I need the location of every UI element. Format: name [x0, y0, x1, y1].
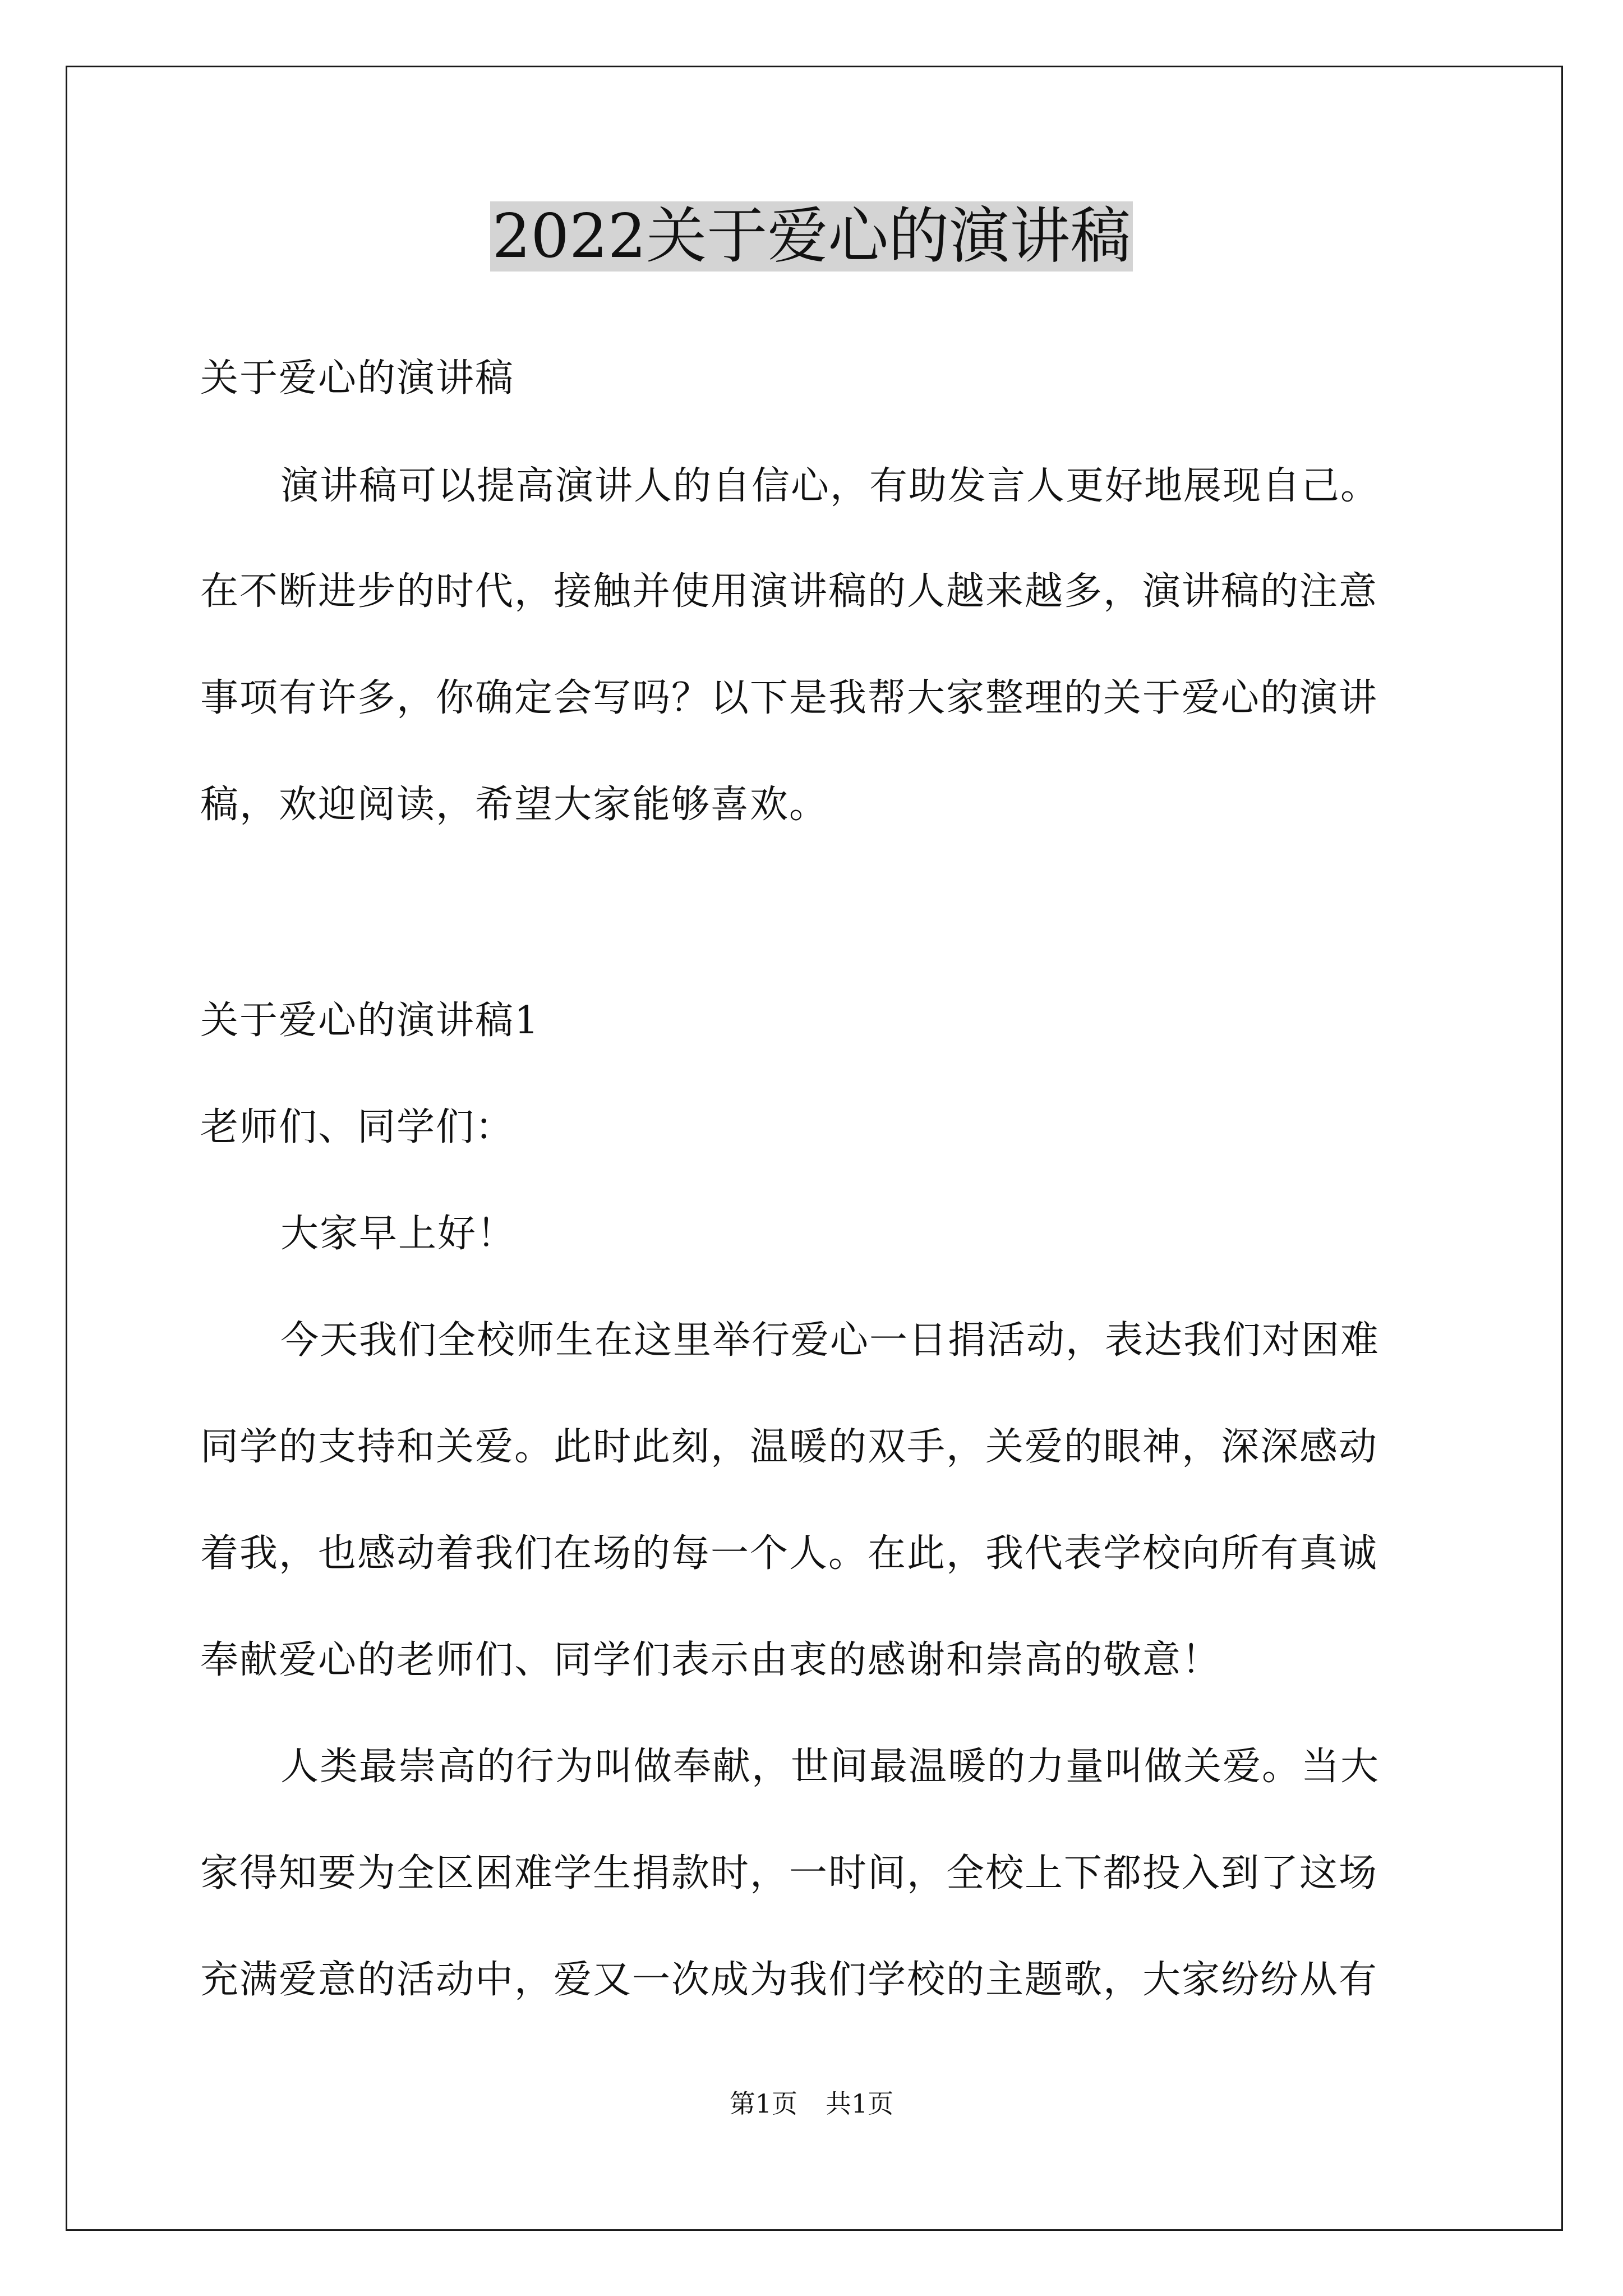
paragraph-line: 演讲稿可以提高演讲人的自信心，有助发言人更好地展现自己。 — [280, 464, 1380, 508]
paragraph-line: 事项有许多，你确定会写吗？以下是我帮大家整理的关于爱心的演讲 — [200, 676, 1378, 720]
paragraph-line: 今天我们全校师生在这里举行爱心一日捐活动，表达我们对困难 — [280, 1318, 1380, 1363]
paragraph-line: 同学的支持和关爱。此时此刻，温暖的双手，关爱的眼神，深深感动 — [200, 1425, 1378, 1469]
greeting: 大家早上好！ — [280, 1212, 517, 1256]
document-title — [0, 197, 1623, 276]
section-heading: 关于爱心的演讲稿1 — [200, 999, 540, 1043]
page-number: 第1页 — [729, 2088, 797, 2119]
section-heading: 关于爱心的演讲稿 — [200, 356, 515, 401]
page-total: 共1页 — [826, 2088, 894, 2119]
paragraph-line: 家得知要为全区困难学生捐款时，一时间，全校上下都投入到了这场 — [200, 1851, 1378, 1895]
page-footer — [0, 2087, 1623, 2120]
paragraph-line: 奉献爱心的老师们、同学们表示由衷的感谢和崇高的敬意！ — [200, 1638, 1221, 1682]
salutation: 老师们、同学们： — [200, 1105, 515, 1149]
paragraph-line: 充满爱意的活动中，爱又一次成为我们学校的主题歌，大家纷纷从有 — [200, 1958, 1378, 2002]
paragraph-line: 稿，欢迎阅读，希望大家能够喜欢。 — [200, 783, 829, 827]
paragraph-line: 着我，也感动着我们在场的每一个人。在此，我代表学校向所有真诚 — [200, 1531, 1378, 1576]
paragraph-line: 人类最崇高的行为叫做奉献，世间最温暖的力量叫做关爱。当大 — [280, 1745, 1380, 1789]
paragraph-line: 在不断进步的时代，接触并使用演讲稿的人越来越多，演讲稿的注意 — [200, 569, 1378, 614]
document-title-text: 2022关于爱心的演讲稿 — [490, 201, 1133, 272]
